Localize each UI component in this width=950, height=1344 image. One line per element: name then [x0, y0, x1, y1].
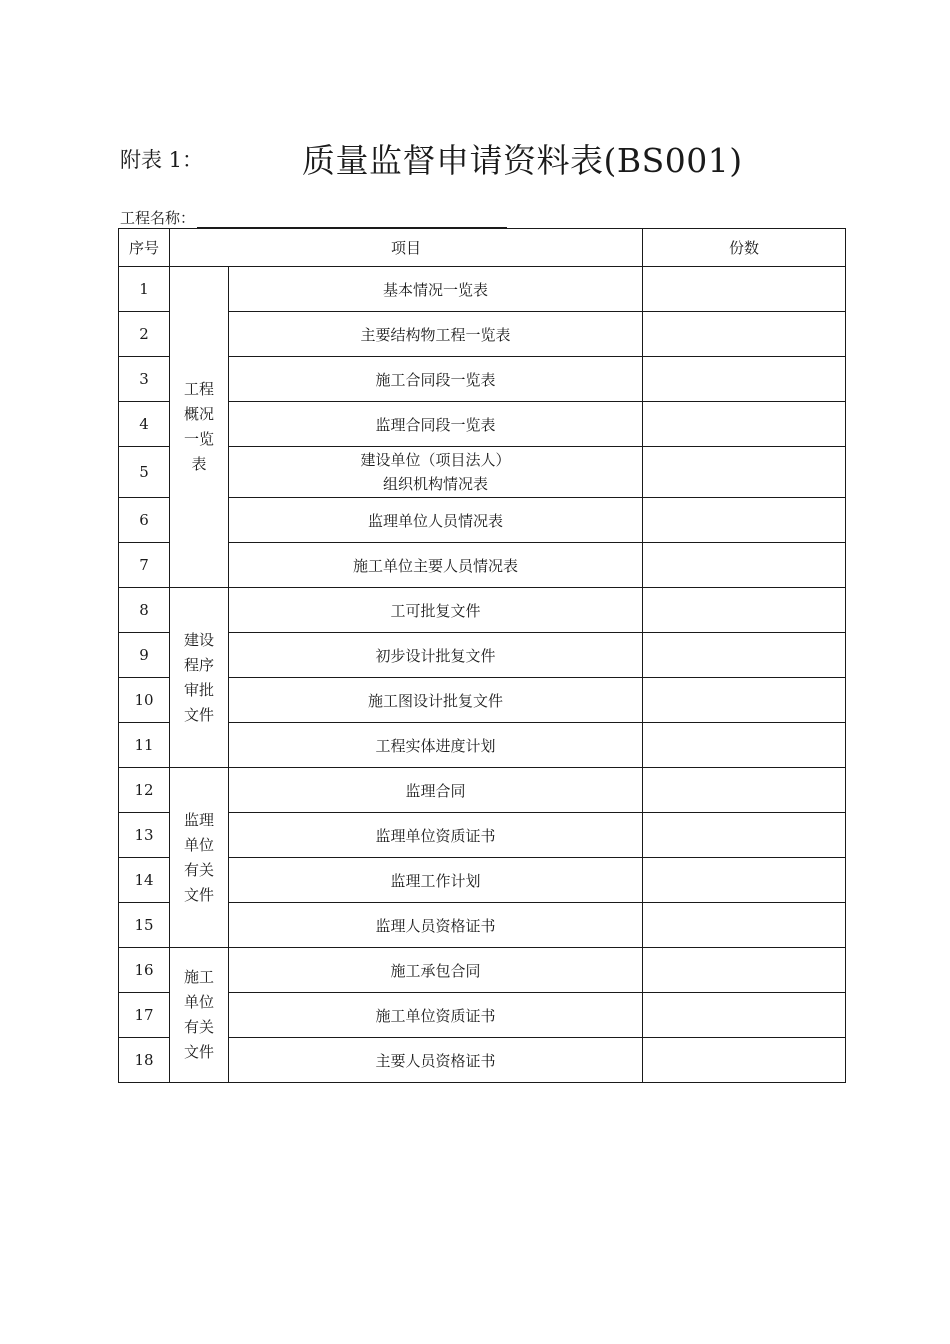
category-cell [170, 588, 229, 768]
row-number: 12 [119, 768, 170, 813]
copies-cell[interactable] [643, 768, 846, 813]
project-name-blank[interactable] [197, 212, 507, 228]
copies-cell[interactable] [643, 813, 846, 858]
column-header-no: 序号 [119, 229, 170, 267]
row-number: 10 [119, 678, 170, 723]
row-number: 16 [119, 948, 170, 993]
copies-cell[interactable] [643, 498, 846, 543]
table-row [119, 903, 846, 948]
item-name: 监理人员资格证书 [229, 903, 643, 948]
row-number: 14 [119, 858, 170, 903]
copies-cell[interactable] [643, 447, 846, 498]
table-row [119, 813, 846, 858]
row-number: 9 [119, 633, 170, 678]
item-name-line: 组织机构情况表 [383, 475, 489, 493]
category-label-line: 有关 [183, 1018, 214, 1036]
row-number: 4 [119, 402, 170, 447]
attachment-label: 附表 1： [120, 148, 204, 172]
table-row [119, 633, 846, 678]
table-row [119, 447, 846, 498]
item-name: 主要人员资格证书 [229, 1038, 643, 1083]
row-number: 8 [119, 588, 170, 633]
copies-cell[interactable] [643, 678, 846, 723]
row-number: 13 [119, 813, 170, 858]
row-number: 15 [119, 903, 170, 948]
category-label-line: 工程 [183, 380, 214, 398]
copies-cell[interactable] [643, 948, 846, 993]
item-name: 工程实体进度计划 [229, 723, 643, 768]
table-row [119, 588, 846, 633]
item-name: 监理合同段一览表 [229, 402, 643, 447]
row-number: 3 [119, 357, 170, 402]
table-row [119, 312, 846, 357]
category-label-line: 文件 [183, 885, 214, 904]
copies-cell[interactable] [643, 993, 846, 1038]
page-title: 质量监督申请资料表(BS001) [302, 141, 743, 180]
category-cell [170, 768, 229, 948]
row-number: 17 [119, 993, 170, 1038]
row-number: 7 [119, 543, 170, 588]
copies-cell[interactable] [643, 357, 846, 402]
table-body [119, 267, 846, 1083]
table-header-row [119, 229, 846, 267]
row-number: 18 [119, 1038, 170, 1083]
copies-cell[interactable] [643, 723, 846, 768]
category-label-line: 文件 [183, 1043, 214, 1061]
item-name: 施工承包合同 [229, 948, 643, 993]
row-number: 6 [119, 498, 170, 543]
column-header-item: 项目 [170, 229, 643, 267]
item-name: 施工单位资质证书 [229, 993, 643, 1038]
category-label-line: 单位 [183, 993, 214, 1011]
column-header-copies: 份数 [643, 229, 846, 267]
table-row [119, 402, 846, 447]
item-name: 工可批复文件 [229, 588, 643, 633]
table-row [119, 357, 846, 402]
category-cell [170, 267, 229, 588]
copies-cell[interactable] [643, 267, 846, 312]
copies-cell[interactable] [643, 543, 846, 588]
copies-cell[interactable] [643, 402, 846, 447]
table-row [119, 858, 846, 903]
table-row [119, 993, 846, 1038]
copies-cell[interactable] [643, 633, 846, 678]
table-row [119, 768, 846, 813]
item-name: 基本情况一览表 [229, 267, 643, 312]
copies-cell[interactable] [643, 1038, 846, 1083]
table-row [119, 498, 846, 543]
copies-cell[interactable] [643, 903, 846, 948]
copies-cell[interactable] [643, 588, 846, 633]
item-name: 主要结构物工程一览表 [229, 312, 643, 357]
category-label-line: 概况 [183, 405, 214, 423]
category-label-line: 一览 [183, 430, 214, 448]
category-label-line: 建设 [183, 630, 214, 649]
category-label-line: 文件 [183, 705, 214, 724]
row-number: 1 [119, 267, 170, 312]
item-name: 监理工作计划 [229, 858, 643, 903]
row-number: 2 [119, 312, 170, 357]
item-name-line: 建设单位（项目法人） [360, 451, 511, 469]
project-name-field [120, 207, 507, 228]
item-name: 监理单位资质证书 [229, 813, 643, 858]
item-name: 施工图设计批复文件 [229, 678, 643, 723]
table-row [119, 543, 846, 588]
application-materials-table [118, 228, 846, 1083]
project-name-label: 工程名称： [120, 209, 196, 227]
copies-cell[interactable] [643, 858, 846, 903]
copies-cell[interactable] [643, 312, 846, 357]
category-label-line: 有关 [183, 860, 214, 879]
item-name [229, 447, 643, 498]
row-number: 11 [119, 723, 170, 768]
table-row [119, 678, 846, 723]
category-cell [170, 948, 229, 1083]
table-row [119, 267, 846, 312]
category-label-line: 表 [191, 455, 207, 473]
category-label-line: 单位 [183, 835, 214, 854]
table-row [119, 723, 846, 768]
category-label-line: 监理 [183, 810, 214, 829]
category-label-line: 施工 [183, 968, 214, 986]
table-row [119, 1038, 846, 1083]
category-label-line: 审批 [183, 680, 214, 699]
item-name: 施工单位主要人员情况表 [229, 543, 643, 588]
item-name: 施工合同段一览表 [229, 357, 643, 402]
row-number: 5 [119, 447, 170, 498]
item-name: 初步设计批复文件 [229, 633, 643, 678]
item-name: 监理合同 [229, 768, 643, 813]
category-label-line: 程序 [183, 655, 214, 674]
table-row [119, 948, 846, 993]
item-name: 监理单位人员情况表 [229, 498, 643, 543]
